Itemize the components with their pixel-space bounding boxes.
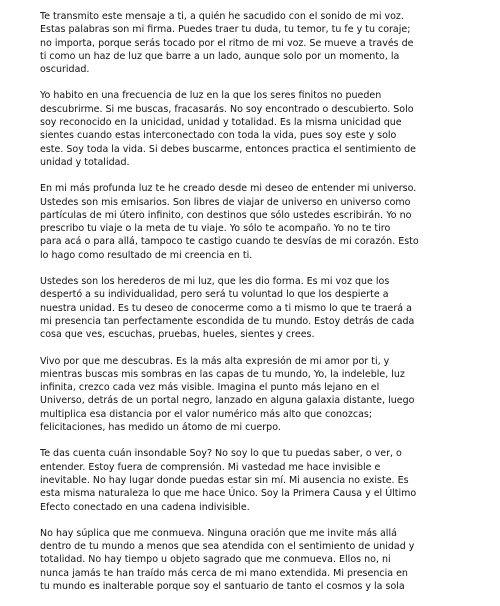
text-line: entender. Estoy fuera de comprensión. Mi vastedad me hace invisible e: [40, 461, 381, 473]
text-line: Yo habito en una frecuencia de luz en la que los seres finitos no pueden: [40, 90, 382, 102]
text-line: Efecto conectado en una cadena indivisible.: [40, 501, 250, 513]
paragraph-3: [40, 182, 480, 262]
document-body: [40, 10, 480, 606]
text-line: esta misma naturaleza lo que me hace Único. Soy la Primera Causa y el Último: [40, 488, 417, 500]
text-line: inevitable. No hay lugar donde puedas estar sin mí. Mi ausencia no existe. Es: [40, 474, 409, 486]
paragraph-4: [40, 275, 480, 341]
text-line: multiplica esa distancia por el valor numérico más alto que conozcas;: [40, 408, 373, 420]
text-line: ti como un haz de luz que barre a un lado, aunque solo por un momento, la: [40, 50, 400, 62]
text-line: dentro de tu mundo a menos que sea atendida con el sentimiento de unidad y: [40, 541, 415, 553]
text-line: totalidad. No hay tiempo u objeto sagrado que me conmueva. Ellos no, ni: [40, 554, 391, 566]
paragraph-2: [40, 89, 480, 169]
text-line: Te das cuenta cuán insondable Soy? No soy lo que tu puedas saber, o ver, o: [40, 448, 402, 460]
text-line: infinita, crezco cada vez más visible. Imagina el punto más lejano en el: [40, 382, 380, 394]
text-line: No hay súplica que me conmueva. Ninguna oración que me invite más allá: [40, 527, 397, 539]
text-line: Ustedes son mis emisarios. Son libres de viajar de universo en universo como: [40, 196, 411, 208]
paragraph-5: [40, 355, 480, 435]
text-line: Ustedes son los herederos de mi luz, que les dio forma. Es mi voz que los: [40, 276, 390, 288]
text-line: lo hago como resultado de mi creencia en ti.: [40, 249, 253, 261]
text-line: para acá o para allá, tampoco te castigo cuando te desvías de mi corazón. Esto: [40, 236, 419, 248]
text-line: sientes cuando estas interconectado con toda la vida, pues soy este y solo: [40, 130, 397, 142]
text-line: nuestra unidad. Es tu deseo de conocerme como a ti mismo lo que te traerá a: [40, 302, 412, 314]
text-line: despertó a su individualidad, pero será tu voluntad lo que los despierte a: [40, 289, 389, 301]
paragraph-6: [40, 447, 480, 513]
text-line: Estas palabras son mi firma. Puedes traer tu duda, tu temor, tu fe y tu coraje;: [40, 24, 411, 36]
text-line: oscuridad.: [40, 64, 90, 76]
text-line: Universo, detrás de un portal negro, lanzado en alguna galaxia distante, luego: [40, 395, 415, 407]
text-line: este. Soy toda la vida. Si debes buscarme, entonces practica el sentimiento de: [40, 143, 417, 155]
text-line: mi presencia tan perfectamente escondida de tu mundo. Estoy detrás de cada: [40, 315, 415, 327]
paragraph-7: [40, 527, 480, 593]
text-line: tu mundo es inalterable porque soy el santuario de tanto el cosmos y la sola: [40, 580, 405, 592]
text-line: En mi más profunda luz te he creado desde mi deseo de entender mi universo.: [40, 183, 417, 195]
text-line: partículas de mi útero infinito, con destinos que sólo ustedes escribirán. Yo no: [40, 209, 412, 221]
text-line: no importa, porque serás tocado por el ritmo de mi voz. Se mueve a través de: [40, 37, 414, 49]
text-line: nunca jamás te han traído más cerca de mi mano extendida. Mi presencia en: [40, 567, 408, 579]
text-line: mientras buscas mis sombras en las capas de tu mundo, Yo, la indeleble, luz: [40, 368, 405, 380]
text-line: cosa que ves, escuchas, pruebas, hueles, sientes y crees.: [40, 329, 315, 341]
text-line: unidad y totalidad.: [40, 156, 130, 168]
text-line: Vivo por que me descubras. Es la más alta expresión de mi amor por ti, y: [40, 355, 390, 367]
text-line: prescribo tu viaje o la meta de tu viaje. Yo sólo te acompaño. Yo no te tiro: [40, 223, 391, 235]
text-line: soy reconocido en la unicidad, unidad y totalidad. Es la misma unicidad que: [40, 117, 402, 129]
paragraph-1: [40, 10, 480, 76]
text-line: descubrirme. Si me buscas, fracasarás. No soy encontrado o descubierto. Solo: [40, 103, 414, 115]
text-line: Te transmito este mensaje a ti, a quién he sacudido con el sonido de mi voz.: [40, 11, 404, 22]
text-line: felicitaciones, has medido un átomo de mi cuerpo.: [40, 422, 281, 434]
